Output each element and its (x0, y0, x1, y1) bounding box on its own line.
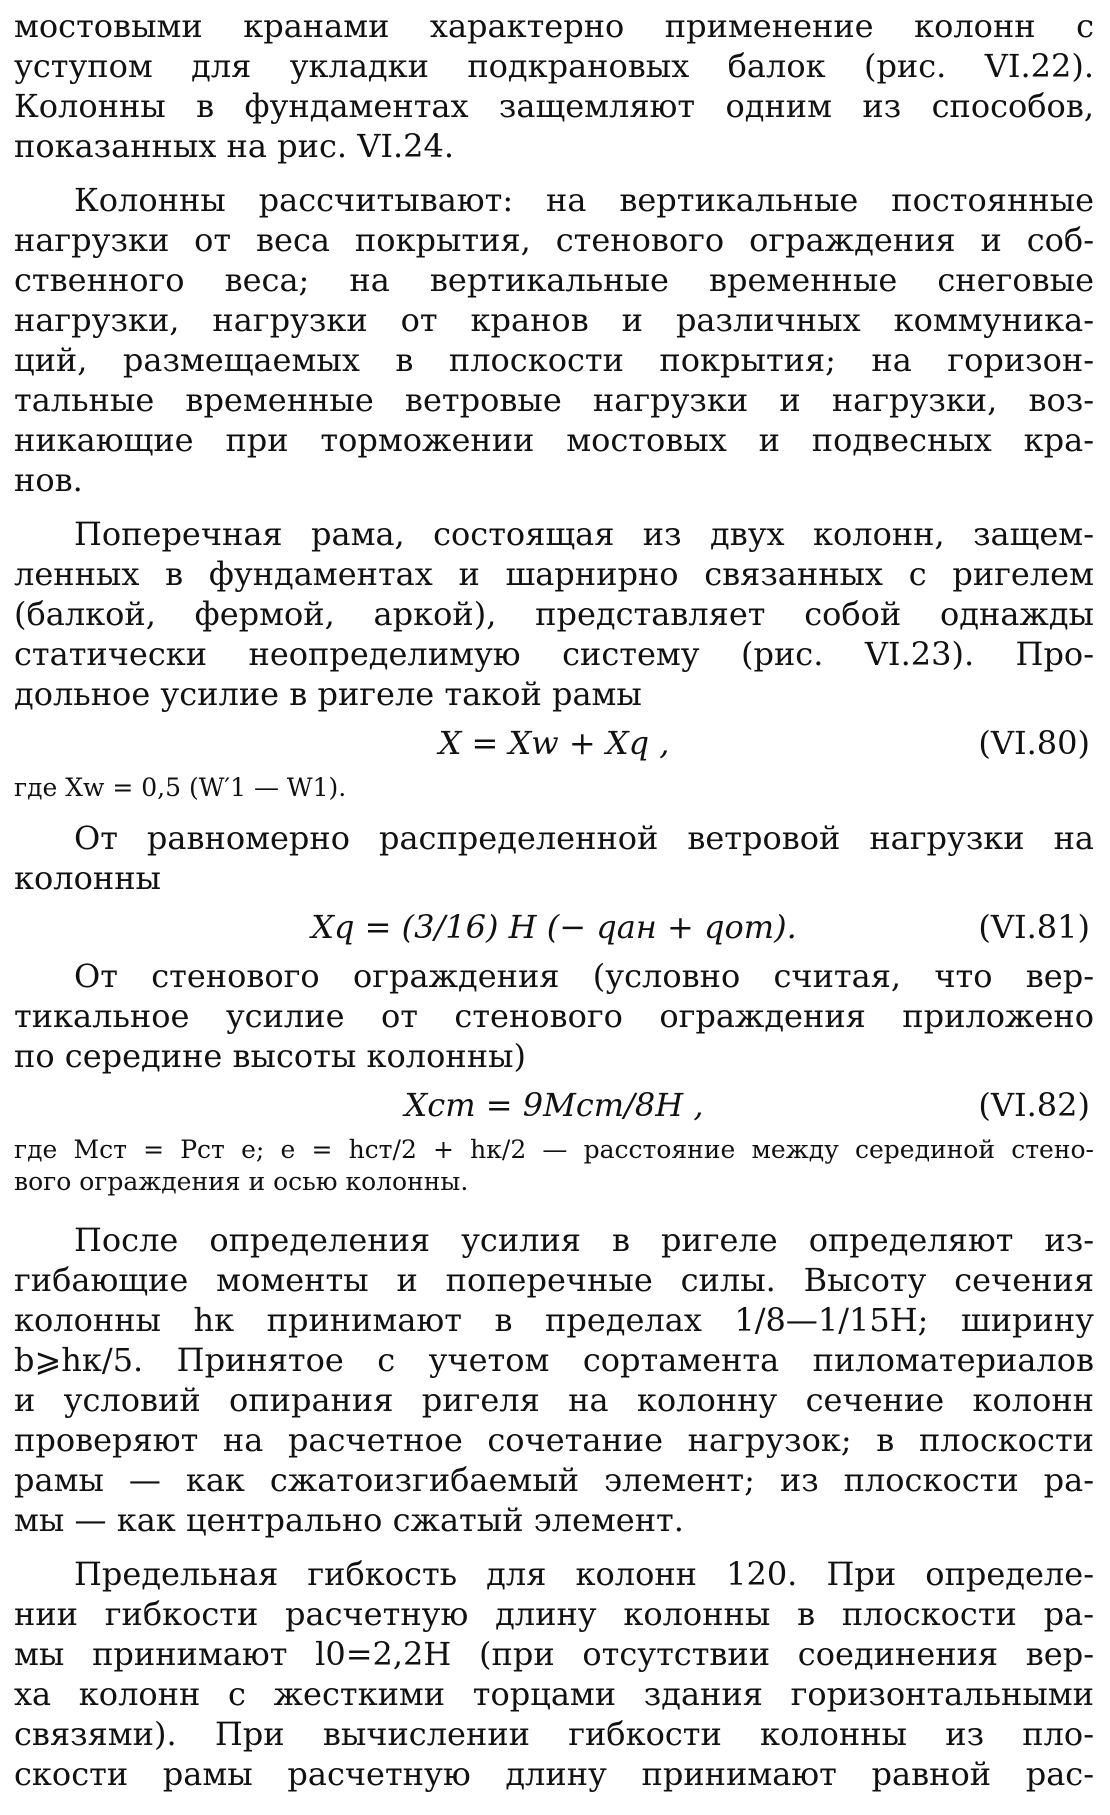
equation-number: (VI.81) (978, 908, 1090, 946)
paragraph-columns-with-step (14, 6, 1094, 166)
equation-vi-82 (14, 1076, 1094, 1134)
equation-number: (VI.80) (978, 724, 1090, 762)
text-line: никающие при торможении мостовых и подвесных кра- (14, 421, 1094, 459)
paragraph-slenderness (14, 1554, 1094, 1794)
text-line: ленных в фундаментах и шарнирно связанных с ригелем (14, 555, 1094, 593)
paragraph-wall-enclosure (14, 956, 1094, 1076)
text-line: связями). При вычислении гибкости колонны из пло- (14, 1715, 1094, 1753)
text-line: колонны (14, 859, 161, 897)
text-line: колонны hк принимают в пределах 1/8—1/15H; ширину (14, 1301, 1094, 1339)
text-line: Предельная гибкость для колонн 120. При определе- (74, 1555, 1094, 1593)
equation-where-note-block (14, 1134, 1094, 1198)
text-line: мостовыми кранами характерно применение колонн с (14, 7, 1094, 45)
text-line: ственного веса; на вертикальные временные снеговые (14, 261, 1094, 299)
text-line: рамы — как сжатоизгибаемый элемент; из плоскости ра- (14, 1461, 1094, 1499)
text-line: проверяют на расчетное сочетание нагрузок; в плоскости (14, 1421, 1094, 1459)
text-line: нагрузки, нагрузки от кранов и различных коммуника- (14, 301, 1094, 339)
text-line: мы принимают l0=2,2H (при отсутствии соединения вер- (14, 1635, 1094, 1673)
text-line: нии гибкости расчетную длину колонны в плоскости ра- (14, 1595, 1094, 1633)
equation-expression: Xст = 9Mст/8H , (404, 1086, 704, 1124)
equation-expression: Xq = (3/16) H (− qан + qот). (311, 908, 797, 946)
text-line: тальные временные ветровые нагрузки и нагрузки, воз- (14, 381, 1094, 419)
text-line: уступом для укладки подкрановых балок (рис. VI.22). (14, 47, 1094, 85)
text-line: От стенового ограждения (условно считая, что вер- (74, 957, 1094, 995)
text-line: нов. (14, 461, 83, 499)
text-line: После определения усилия в ригеле определяют из- (74, 1221, 1094, 1259)
text-line: по середине высоты колонны) (14, 1037, 526, 1075)
text-line: тикальное усилие от стенового ограждения приложено (14, 997, 1094, 1035)
equation-vi-80 (14, 714, 1094, 772)
text-line: мы — как центрально сжатый элемент. (14, 1501, 684, 1539)
equation-expression: X = Xw + Xq , (438, 724, 670, 762)
equation-number: (VI.82) (978, 1086, 1090, 1124)
equation-where-note: вого ограждения и осью колонны. (14, 1167, 469, 1196)
text-line: (балкой, фермой, аркой), представляет собой однажды (14, 595, 1094, 633)
text-line: ций, размещаемых в плоскости покрытия; на горизон- (14, 341, 1094, 379)
equation-where-note: где Xw = 0,5 (W′1 — W1). (14, 773, 347, 802)
text-line: Колонны в фундаментах защемляют одним из способов, (14, 87, 1094, 125)
paragraph-section-check (14, 1220, 1094, 1540)
text-line: Колонны рассчитывают: на вертикальные постоянные (74, 181, 1094, 219)
paragraph-column-loads (14, 180, 1094, 500)
text-line: Поперечная рама, состоящая из двух колонн, защем- (74, 515, 1094, 553)
text-line: показанных на рис. VI.24. (14, 127, 455, 165)
text-line: дольное усилие в ригеле такой рамы (14, 675, 642, 713)
equation-vi-81 (14, 898, 1094, 956)
text-line: b⩾hк/5. Принятое с учетом сортамента пиломатериалов (14, 1341, 1094, 1379)
paragraph-wind-load (14, 818, 1094, 898)
text-line: гибающие моменты и поперечные силы. Высоту сечения (14, 1261, 1094, 1299)
text-line: От равномерно распределенной ветровой нагрузки на (74, 819, 1094, 857)
text-line: нагрузки от веса покрытия, стенового ограждения и соб- (14, 221, 1094, 259)
equation-where-note: где Mст = Pст e; e = hст/2 + hк/2 — расстояние между серединой стено- (14, 1135, 1094, 1164)
text-line: и условий опирания ригеля на колонну сечение колонн (14, 1381, 1094, 1419)
paragraph-transverse-frame (14, 514, 1094, 714)
text-line: ха колонн с жесткими торцами здания горизонтальными (14, 1675, 1094, 1713)
text-line: скости рамы расчетную длину принимают равной рас- (14, 1755, 1094, 1793)
text-line: статически неопределимую систему (рис. VI.23). Про- (14, 635, 1094, 673)
